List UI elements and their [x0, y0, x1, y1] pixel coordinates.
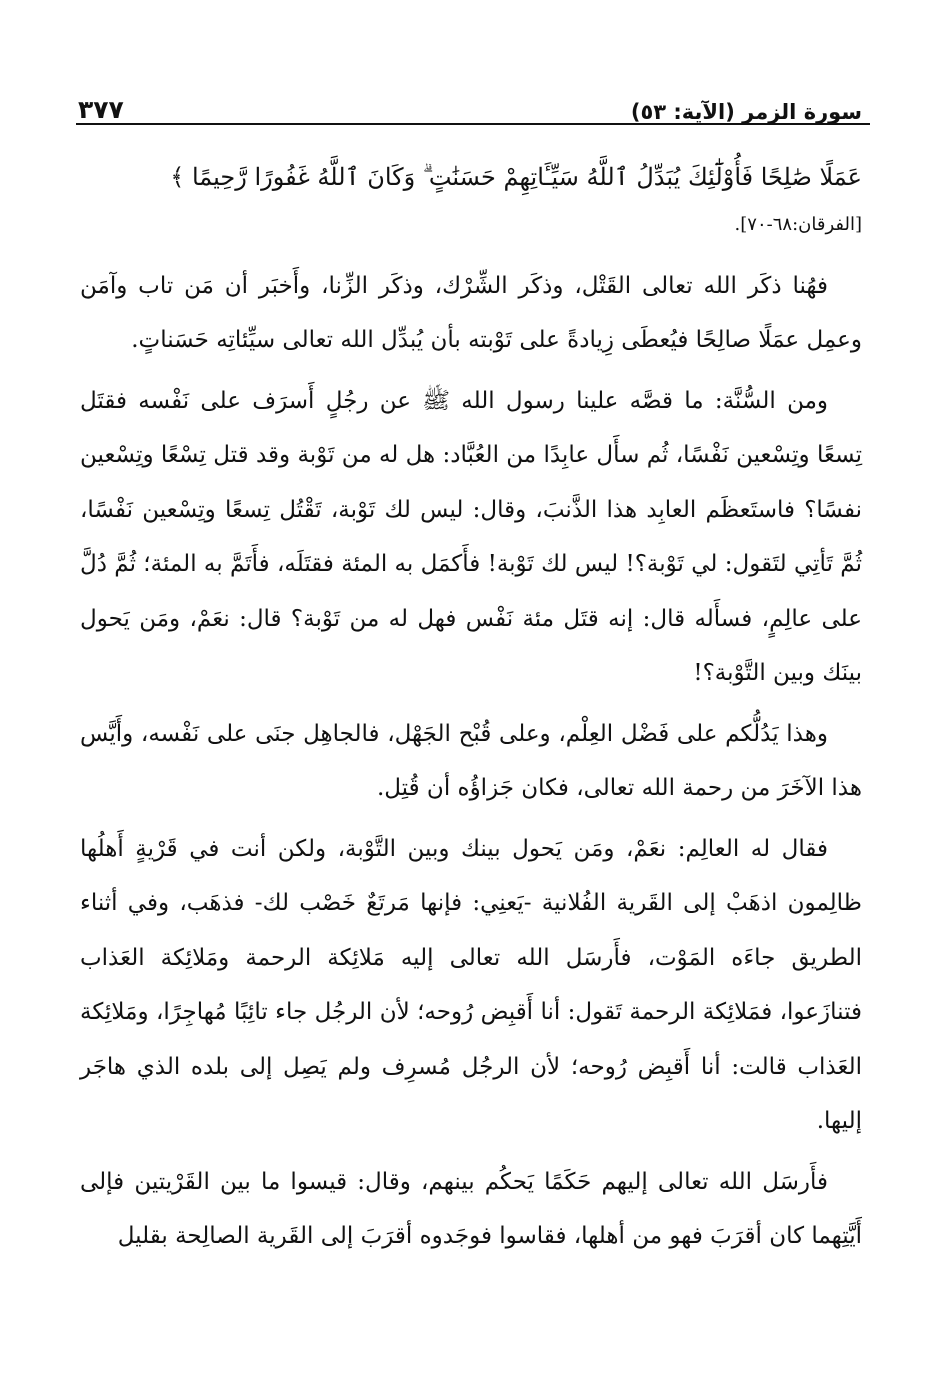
page-header: [78, 84, 866, 124]
page-body: [80, 150, 862, 1264]
paragraph: فقال له العالِم: نعَمْ، ومَن يَحول بينك وبين التَّوْبة، ولكن أنت في قَرْيةٍ أَهلُها ظالِمون اذهَبْ إلى القَرية الفُلانية -يَعنِي: فإنها مَرتَعٌ خَصْب لك- فذهَب، وفي أثناء الطريق جاءَه المَوْت، فأَرسَل الله تعالى إليه مَلائِكة الرحمة ومَلائِكة العَذاب فتنازَعوا، فمَلائِكة الرحمة تَقول: أنا أَقبِض رُوحه؛ لأن الرجُل جاء تائِبًا مُهاجِرًا، ومَلائِكة العَذاب قالت: أنا أَقبِض رُوحه؛ لأن الرجُل مُسرِف ولم يَصِل إلى بلده الذي هاجَر إليها.: [80, 835, 862, 1134]
paragraph: ومن السُّنَّة: ما قصَّه علينا رسول الله ﷺ عن رجُلٍ أَسرَف على نَفْسه فقتَل تِسعًا وتِسْعين نَفْسًا، ثُم سأَل عابِدًا من العُبَّاد: هل له من تَوْبة وقد قتل تِسْعًا وتِسْعين نفسًا؟ فاستَعظَم العابِد هذا الذَّنبَ، وقال: ليس لك تَوْبة، تَقْتُل تِسعًا وتِسْعين نَفْسًا، ثُمَّ تَأتِي لتَقول: لي تَوْبة؟! ليس لك تَوْبة! فأَكمَل به المئة فقتَلَه، فأَتَمَّ به المئة؛ ثُمَّ دُلَّ على عالِمٍ، فسأَله قال: إنه قتَل مئة نَفْس فهل له من تَوْبة؟ قال: نعَمْ، ومَن يَحول بينَك وبين التَّوْبة؟!: [80, 387, 862, 686]
header-rule: [76, 123, 870, 125]
page-number: ٣٧٧: [78, 95, 124, 124]
quran-verse: عَمَلًا صَٰلِحًا فَأُوْلَٰٓئِكَ يُبَدِّلُ ٱللَّهُ سَيِّـَٔاتِهِمْ حَسَنَٰتٍ ۗ وَكَانَ ٱللَّهُ غَفُورًا رَّحِيمًا ﴾: [170, 163, 862, 191]
paragraph: فأَرسَل الله تعالى إليهم حَكَمًا يَحكُم بينهم، وقال: قيسوا ما بين القَرْيتين فإلى أَيَّتِهما كان أقرَبَ فهو من أهلها، فقاسوا فوجَدوه أقرَبَ إلى القَرية الصالِحة بقليل: [80, 1168, 862, 1249]
paragraph: فهُنا ذكَر الله تعالى القَتْل، وذكَر الشِّرْك، وذكَر الزِّنا، وأَخبَر أن مَن تاب وآمَن وعمِل عمَلًا صالِحًا فيُعطَى زِيادةً على تَوْبته بأن يُبدِّل الله تعالى سيِّئاتِه حَسَناتٍ.: [80, 272, 862, 353]
verse-reference: [الفرقان:٦٨-٧٠].: [734, 213, 862, 235]
surah-title: سورة الزمر (الآية: ٥٣): [630, 100, 862, 124]
paragraph: وهذا يَدُلُّكم على فَضْل العِلْم، وعلى قُبْح الجَهْل، فالجاهِل جنَى على نَفْسه، وأَيَّس هذا الآخَرَ من رحمة الله تعالى، فكان جَزاؤُه أن قُتِل.: [80, 720, 862, 801]
